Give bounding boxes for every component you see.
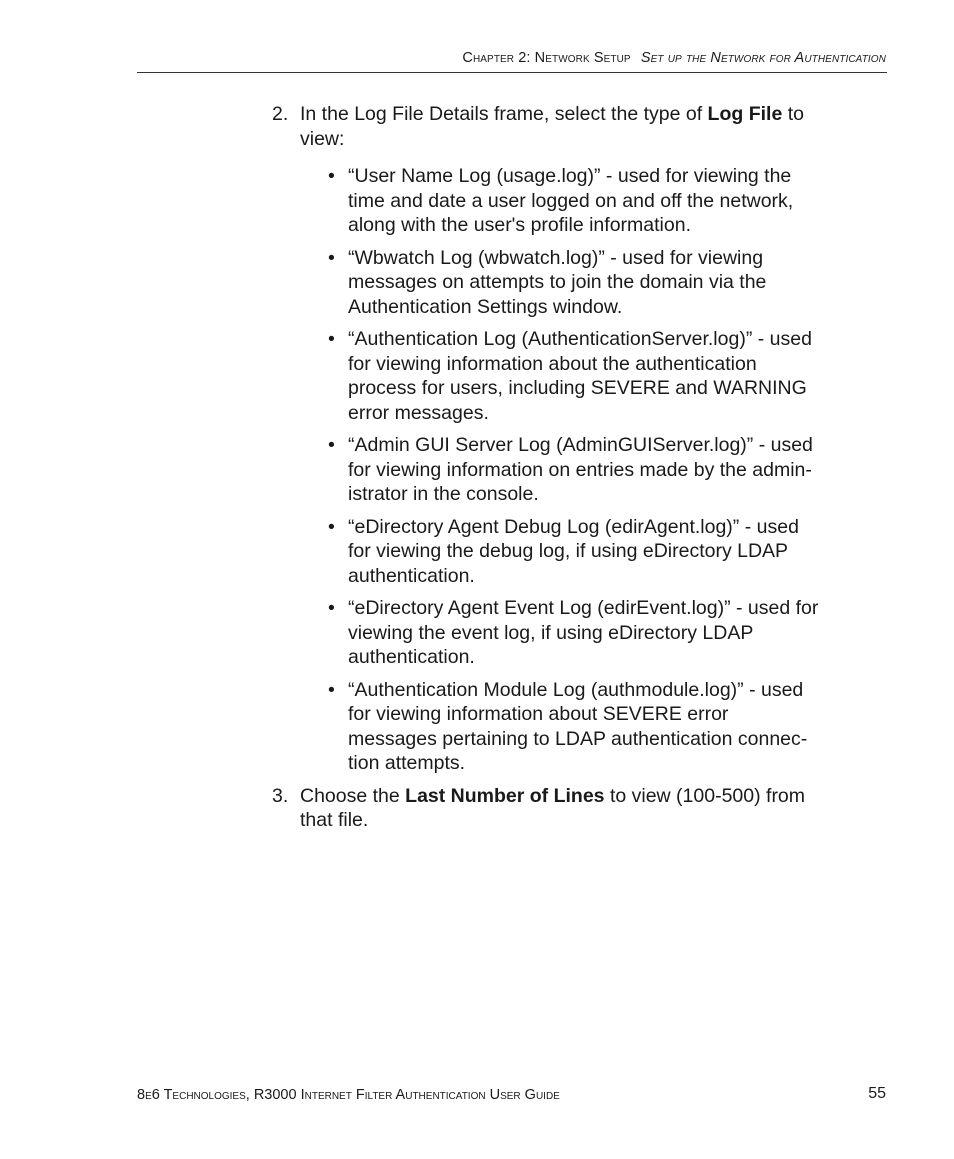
list-item-text: “Admin GUI Server Log (AdminGUIServer.log)” - used for viewing information on entries made by the administrator in the console. [348, 434, 813, 505]
bullet-icon: • [328, 597, 335, 619]
list-item [300, 327, 822, 425]
list-item-text: “eDirectory Agent Event Log (edirEvent.log)” - used for viewing the event log, if using eDirectory LDAP authentication. [348, 597, 819, 668]
step-text: Choose the [300, 784, 406, 807]
bullet-icon: • [328, 328, 335, 350]
bullet-icon: • [328, 434, 335, 456]
main-content [272, 102, 822, 833]
list-item [300, 164, 822, 238]
header-section: Set up the Network for Authentication [640, 50, 886, 66]
list-item-text: “Authentication Log (AuthenticationServer.log)” - used for viewing information about the authentication process for users, including SEVERE and WARNING error messages. [348, 328, 812, 424]
bullet-icon: • [328, 246, 335, 269]
log-type-list [300, 164, 822, 776]
header-rule [137, 72, 887, 73]
step-bold-term: Last Number of Lines [405, 784, 605, 807]
step-number: 2. [272, 103, 289, 125]
list-item-text: “User Name Log (usage.log)” - used for viewing the time and date a user logged on and off the network, along with the user's profile information. [348, 165, 794, 236]
bullet-icon: • [328, 165, 335, 187]
step-text-end: to view: [300, 103, 804, 150]
step-text-end: to view (100-500) from that file. [300, 784, 806, 831]
footer-title: 8e6 Technologies, R3000 Internet Filter Authentication User Guide [137, 1087, 560, 1103]
list-item [300, 515, 822, 589]
step-bold-term: Log File [707, 103, 783, 125]
step-3 [272, 784, 822, 833]
list-item-text: “Authentication Module Log (authmodule.log)” - used for viewing information about SEVERE error messages pertaining to LDAP authentication connection attempts. [348, 678, 808, 774]
list-item [300, 678, 822, 776]
step-2 [272, 102, 822, 776]
list-item [300, 596, 822, 670]
step-text: In the Log File Details frame, select the type of [300, 103, 708, 125]
list-item-text: “eDirectory Agent Debug Log (edirAgent.log)” - used for viewing the debug log, if using eDirectory LDAP authentication. [348, 515, 799, 587]
page-number: 55 [868, 1085, 886, 1102]
list-item [300, 246, 822, 320]
header-chapter: Chapter 2: Network Setup [462, 50, 631, 66]
running-header [137, 50, 886, 66]
bullet-icon: • [328, 678, 335, 701]
list-item [300, 433, 822, 507]
bullet-icon: • [328, 515, 335, 538]
step-number: 3. [272, 784, 289, 807]
list-item-text: “Wbwatch Log (wbwatch.log)” - used for viewing messages on attempts to join the domain via the Authentication Settings window. [348, 246, 767, 318]
